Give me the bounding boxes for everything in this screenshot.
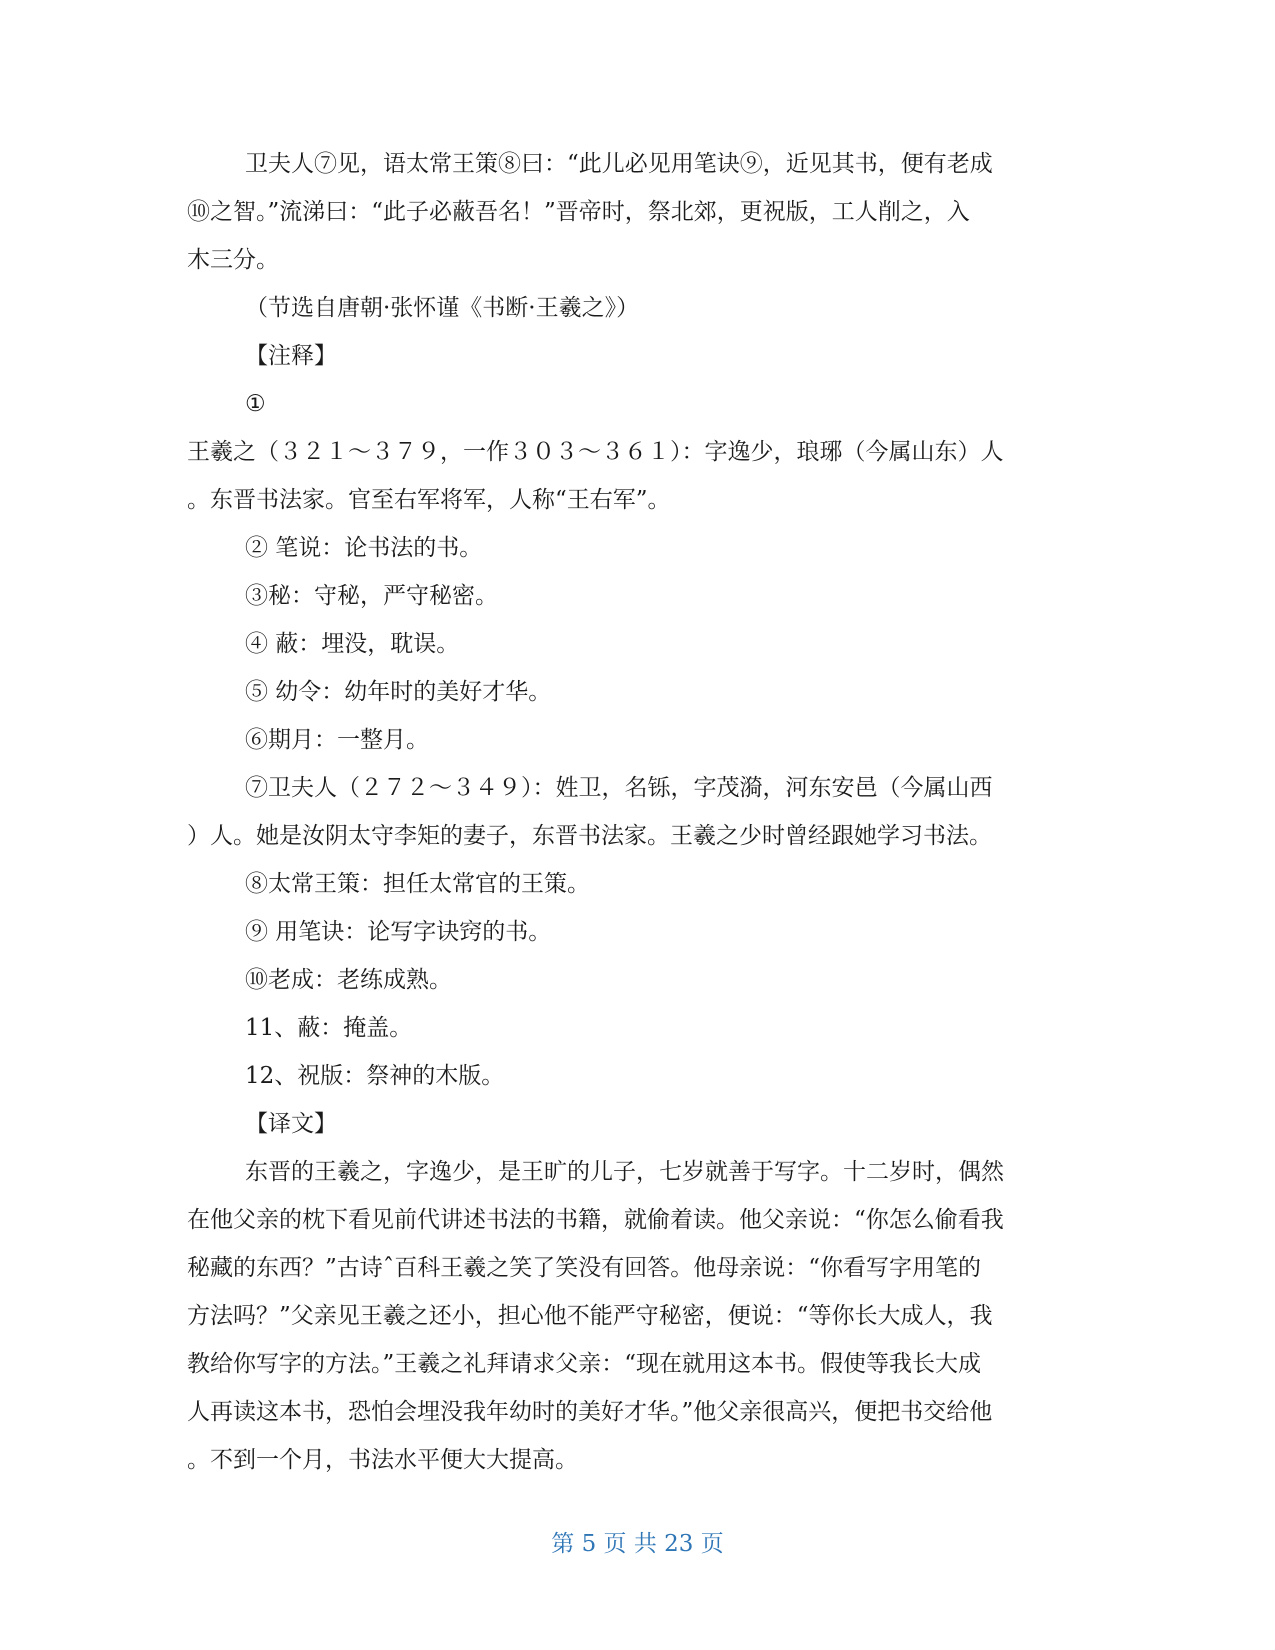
text-line: ⑨ 用笔诀：论写字诀窍的书。	[245, 919, 552, 945]
text-line: ⑦卫夫人（２７２～３４９）：姓卫，名铄，字茂漪，河东安邑（今属山西	[245, 775, 993, 801]
text-line: 教给你写字的方法。”王羲之礼拜请求父亲：“现在就用这本书。假使等我长大成	[187, 1351, 982, 1377]
text-line: 王羲之（３２１～３７９，一作３０３～３６１）：字逸少，琅琊（今属山东）人	[187, 439, 1004, 465]
text-line: 【译文】	[245, 1111, 337, 1137]
text-line: 人再读这本书，恐怕会埋没我年幼时的美好才华。”他父亲很高兴，便把书交给他	[187, 1399, 993, 1425]
text-line: 【注释】	[245, 343, 337, 369]
text-line: 方法吗？”父亲见王羲之还小，担心他不能严守秘密，便说：“等你长大成人，我	[187, 1303, 993, 1329]
text-line: ③秘：守秘，严守秘密。	[245, 583, 498, 609]
text-line: ①	[245, 391, 266, 417]
document-body	[187, 140, 1087, 1484]
text-line: 在他父亲的枕下看见前代讲述书法的书籍，就偷着读。他父亲说：“你怎么偷看我	[187, 1207, 1004, 1233]
text-line: ② 笔说：论书法的书。	[245, 535, 483, 561]
text-line: ⑥期月：一整月。	[245, 727, 429, 753]
text-line: 11、蔽：掩盖。	[245, 1015, 413, 1041]
text-line: 秘藏的东西？”古诗ˆ百科王羲之笑了笑没有回答。他母亲说：“你看写字用笔的	[187, 1255, 982, 1281]
text-line: 木三分。	[187, 247, 279, 273]
text-line: ⑤ 幼令：幼年时的美好才华。	[245, 679, 552, 705]
text-line: 12、祝版：祭神的木版。	[245, 1063, 505, 1089]
text-line: 。东晋书法家。官至右军将军，人称“王右军”。	[187, 487, 671, 513]
text-line: ⑩老成：老练成熟。	[245, 967, 452, 993]
text-line: ④ 蔽：埋没，耽误。	[245, 631, 460, 657]
text-line: 卫夫人⑦见，语太常王策⑧曰：“此儿必见用笔诀⑨，近见其书，便有老成	[245, 151, 993, 177]
text-line: 。不到一个月，书法水平便大大提高。	[187, 1447, 578, 1473]
text-line: ）人。她是汝阴太守李矩的妻子，东晋书法家。王羲之少时曾经跟她学习书法。	[187, 823, 992, 849]
text-line: ⑩之智。”流涕曰：“此子必蔽吾名！”晋帝时，祭北郊，更祝版，工人削之，入	[187, 199, 970, 225]
text-line: （节选自唐朝·张怀谨《书断·王羲之》）	[245, 295, 640, 321]
page-footer: 第 5 页 共 23 页	[551, 1531, 724, 1557]
text-line: 东晋的王羲之，字逸少，是王旷的儿子，七岁就善于写字。十二岁时，偶然	[245, 1159, 1004, 1185]
text-line: ⑧太常王策：担任太常官的王策。	[245, 871, 590, 897]
